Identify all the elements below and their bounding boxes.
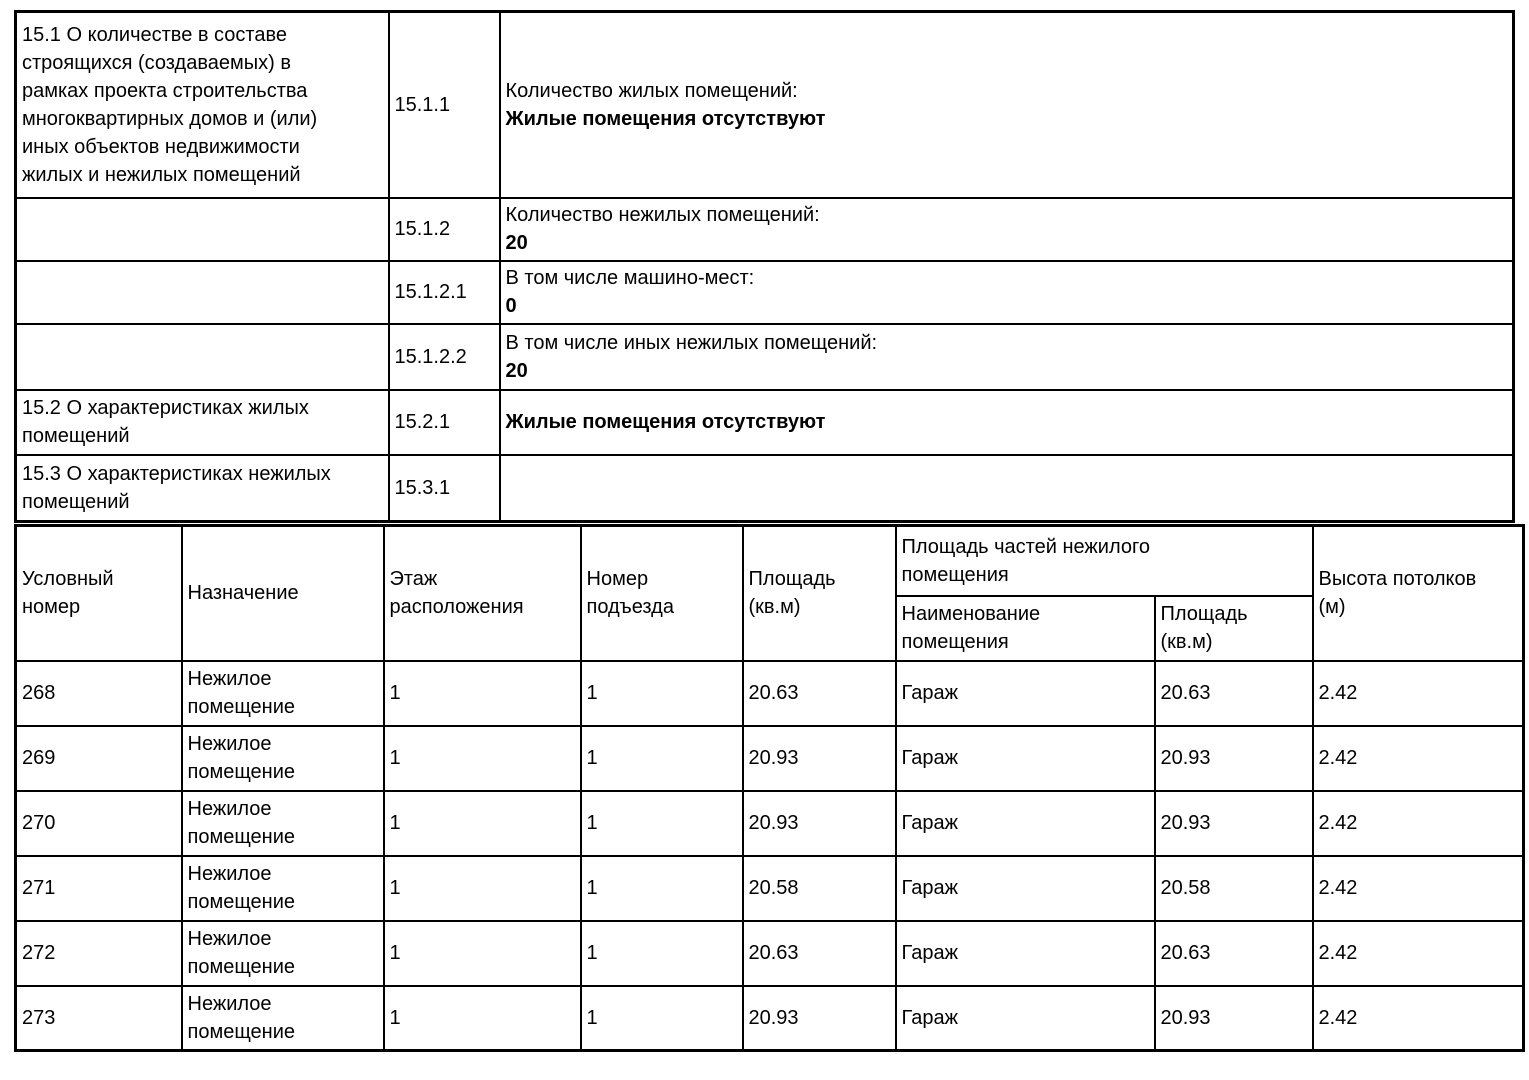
field-label: Количество жилых помещений: [505, 79, 798, 102]
header-ceiling-height: Высота потолков (м) [1313, 526, 1524, 661]
header-floor: Этаж расположения [384, 526, 581, 661]
content-cell [500, 324, 1514, 390]
premises-header-row [16, 526, 1524, 596]
entrance-cell: 1 [581, 921, 743, 986]
purpose-cell: Нежилое помещение [182, 661, 384, 726]
section-title-cell [16, 455, 389, 522]
header-purpose: Назначение [182, 526, 384, 661]
part-name-cell: Гараж [896, 661, 1155, 726]
header-entrance: Номер подъезда [581, 526, 743, 661]
unit-number-cell: 272 [16, 921, 182, 986]
floor-cell: 1 [384, 726, 581, 791]
part-area-cell: 20.63 [1155, 661, 1313, 726]
premises-row [16, 856, 1524, 921]
code-cell: 15.1.2.1 [389, 261, 500, 324]
ceiling-height-cell: 2.42 [1313, 726, 1524, 791]
part-name-cell: Гараж [896, 921, 1155, 986]
code-cell: 15.2.1 [389, 390, 500, 455]
section-15-table [14, 10, 1515, 523]
premises-row [16, 921, 1524, 986]
ceiling-height-cell: 2.42 [1313, 661, 1524, 726]
row-15-1-2-2 [16, 324, 1514, 390]
section-title-cell [16, 261, 389, 324]
entrance-cell: 1 [581, 661, 743, 726]
header-part-area: Площадь (кв.м) [1155, 596, 1313, 661]
purpose-cell: Нежилое помещение [182, 791, 384, 856]
entrance-cell: 1 [581, 791, 743, 856]
part-area-cell: 20.93 [1155, 986, 1313, 1051]
purpose-cell: Нежилое помещение [182, 921, 384, 986]
section-title: 15.3 О характеристиках нежилых помещений [22, 462, 331, 513]
part-area-cell: 20.93 [1155, 791, 1313, 856]
header-part-name: Наименование помещения [896, 596, 1155, 661]
row-15-1-2 [16, 198, 1514, 261]
code-cell: 15.3.1 [389, 455, 500, 522]
floor-cell: 1 [384, 791, 581, 856]
row-15-1-2-1 [16, 261, 1514, 324]
header-unit-number: Условный номер [16, 526, 182, 661]
section-title-cell [16, 198, 389, 261]
code-cell: 15.1.1 [389, 12, 500, 198]
section-title: 15.2 О характеристиках жилых помещений [22, 397, 309, 447]
row-15-2 [16, 390, 1514, 455]
unit-number-cell: 269 [16, 726, 182, 791]
part-area-cell: 20.93 [1155, 726, 1313, 791]
floor-cell: 1 [384, 986, 581, 1051]
field-value: Жилые помещения отсутствуют [505, 107, 826, 130]
ceiling-height-cell: 2.42 [1313, 791, 1524, 856]
field-label: Количество нежилых помещений: [505, 204, 820, 226]
declaration-section-15 [14, 10, 1525, 1052]
section-title-cell [16, 324, 389, 390]
section-title: 15.1 О количестве в составе строящихся (создаваемых) в рамках проекта строительства многоквартирных домов и (или) иных объектов недвижимости жилых и нежилых помещений [22, 23, 318, 186]
floor-cell: 1 [384, 856, 581, 921]
content-cell [500, 455, 1514, 522]
field-value: 0 [505, 295, 517, 317]
header-parts-group: Площадь частей нежилого помещения [896, 526, 1313, 596]
area-cell: 20.93 [743, 726, 896, 791]
entrance-cell: 1 [581, 726, 743, 791]
section-title-cell [16, 390, 389, 455]
premises-row [16, 661, 1524, 726]
floor-cell: 1 [384, 921, 581, 986]
part-name-cell: Гараж [896, 791, 1155, 856]
code-cell: 15.1.2 [389, 198, 500, 261]
area-cell: 20.93 [743, 791, 896, 856]
purpose-cell: Нежилое помещение [182, 726, 384, 791]
entrance-cell: 1 [581, 856, 743, 921]
header-area: Площадь (кв.м) [743, 526, 896, 661]
content-cell [500, 390, 1514, 455]
field-value: 20 [505, 232, 528, 254]
area-cell: 20.58 [743, 856, 896, 921]
unit-number-cell: 273 [16, 986, 182, 1051]
ceiling-height-cell: 2.42 [1313, 921, 1524, 986]
section-title-cell [16, 12, 389, 198]
field-label: В том числе машино-мест: [505, 267, 755, 289]
entrance-cell: 1 [581, 986, 743, 1051]
unit-number-cell: 270 [16, 791, 182, 856]
field-value: 20 [505, 359, 528, 382]
field-label: В том числе иных нежилых помещений: [505, 331, 878, 354]
row-15-3 [16, 455, 1514, 522]
purpose-cell: Нежилое помещение [182, 856, 384, 921]
part-name-cell: Гараж [896, 986, 1155, 1051]
purpose-cell: Нежилое помещение [182, 986, 384, 1051]
premises-table [14, 524, 1525, 1052]
content-cell [500, 261, 1514, 324]
area-cell: 20.63 [743, 661, 896, 726]
code-cell: 15.1.2.2 [389, 324, 500, 390]
content-cell [500, 198, 1514, 261]
part-name-cell: Гараж [896, 856, 1155, 921]
area-cell: 20.93 [743, 986, 896, 1051]
row-15-1 [16, 12, 1514, 198]
unit-number-cell: 268 [16, 661, 182, 726]
ceiling-height-cell: 2.42 [1313, 856, 1524, 921]
premises-row [16, 726, 1524, 791]
premises-row [16, 791, 1524, 856]
content-cell [500, 12, 1514, 198]
premises-row [16, 986, 1524, 1051]
field-value: Жилые помещения отсутствуют [505, 411, 826, 433]
floor-cell: 1 [384, 661, 581, 726]
ceiling-height-cell: 2.42 [1313, 986, 1524, 1051]
part-area-cell: 20.63 [1155, 921, 1313, 986]
part-area-cell: 20.58 [1155, 856, 1313, 921]
area-cell: 20.63 [743, 921, 896, 986]
part-name-cell: Гараж [896, 726, 1155, 791]
unit-number-cell: 271 [16, 856, 182, 921]
